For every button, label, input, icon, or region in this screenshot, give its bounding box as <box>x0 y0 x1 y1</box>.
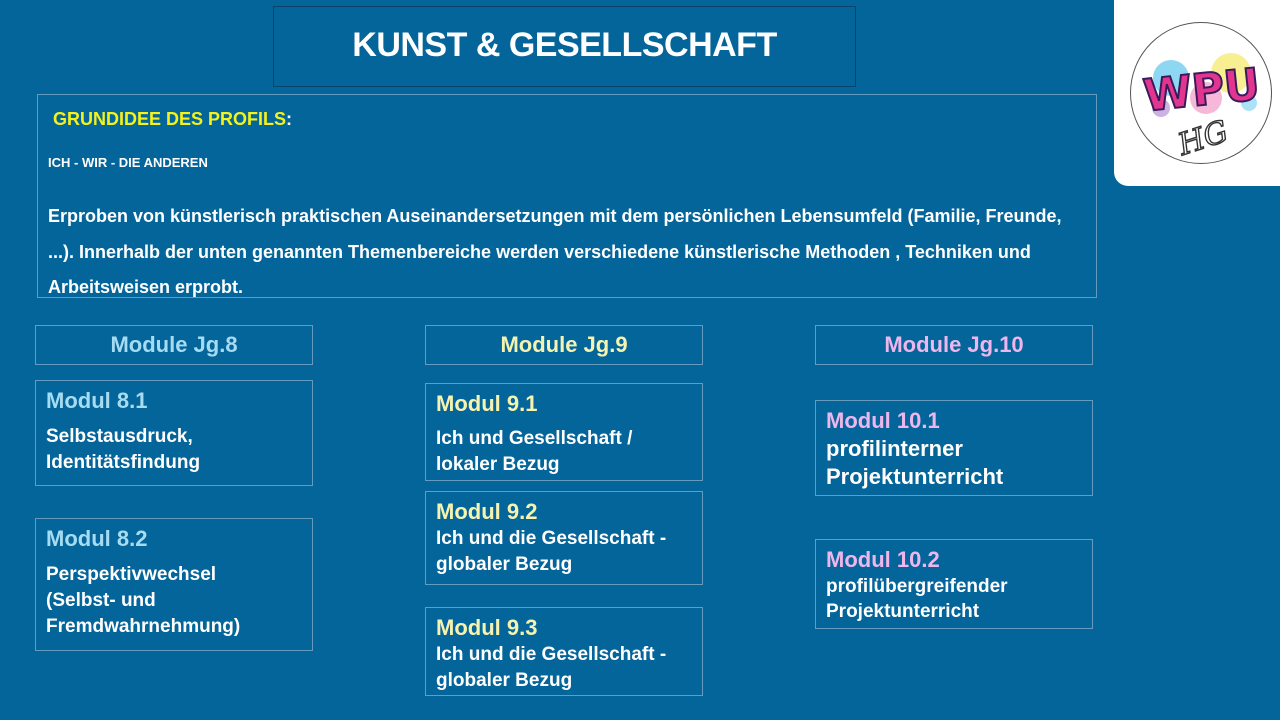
logo-text-main: WPU <box>1141 59 1263 122</box>
idea-heading <box>53 109 292 130</box>
module-10-1 <box>815 400 1093 496</box>
module-description: Ich und die Gesellschaft - globaler Bezug <box>436 644 667 691</box>
module-9-3 <box>425 607 703 696</box>
module-description: Ich und Gesellschaft / lokaler Bezug <box>436 428 633 475</box>
column-header-jg9: Module Jg.9 <box>425 325 703 365</box>
module-title: Modul 9.1 <box>436 391 538 416</box>
module-description: Selbstausdruck, Identitätsfindung <box>46 426 201 473</box>
column-header-jg8: Module Jg.8 <box>35 325 313 365</box>
title-box <box>273 6 856 87</box>
idea-text: Erproben von künstlerisch praktischen Auseinandersetzungen mit dem persönlichen Lebensumfeld (Familie, Freunde, ...). Innerhalb der unten genannten Themenbereiche werden verschiedene künstlerische Methoden , Techniken und Arbeitsweisen erprobt. <box>48 206 1062 297</box>
module-description: profilübergreifender Projektunterricht <box>826 576 1008 622</box>
idea-heading-suffix: : <box>286 109 293 129</box>
idea-heading-label: GRUNDIDEE DES PROFILS <box>53 109 287 129</box>
module-title: Modul 9.2 <box>436 499 538 524</box>
module-8-1 <box>35 380 313 486</box>
logo-panel <box>1114 0 1280 186</box>
logo-graphic <box>1131 23 1272 164</box>
module-title: Modul 8.2 <box>46 526 148 551</box>
module-description: Ich und die Gesellschaft - globaler Bezug <box>436 528 667 575</box>
module-10-2 <box>815 539 1093 629</box>
module-description: Perspektivwechsel (Selbst- und Fremdwahrnehmung) <box>46 564 241 637</box>
module-9-2 <box>425 491 703 585</box>
module-9-1 <box>425 383 703 481</box>
wpu-hg-logo <box>1130 22 1272 164</box>
module-title: Modul 10.1 <box>826 408 940 433</box>
module-8-2 <box>35 518 313 651</box>
logo-text-sub: HG <box>1173 114 1233 163</box>
module-description: profilinterner Projektunterricht <box>826 436 1004 489</box>
column-header-jg10: Module Jg.10 <box>815 325 1093 365</box>
module-title: Modul 8.1 <box>46 388 148 413</box>
module-title: Modul 10.2 <box>826 547 940 572</box>
module-title: Modul 9.3 <box>436 615 538 640</box>
idea-subtitle: ICH - WIR - DIE ANDEREN <box>48 155 208 170</box>
idea-box <box>37 94 1097 298</box>
page-title: KUNST & GESELLSCHAFT <box>352 26 777 64</box>
